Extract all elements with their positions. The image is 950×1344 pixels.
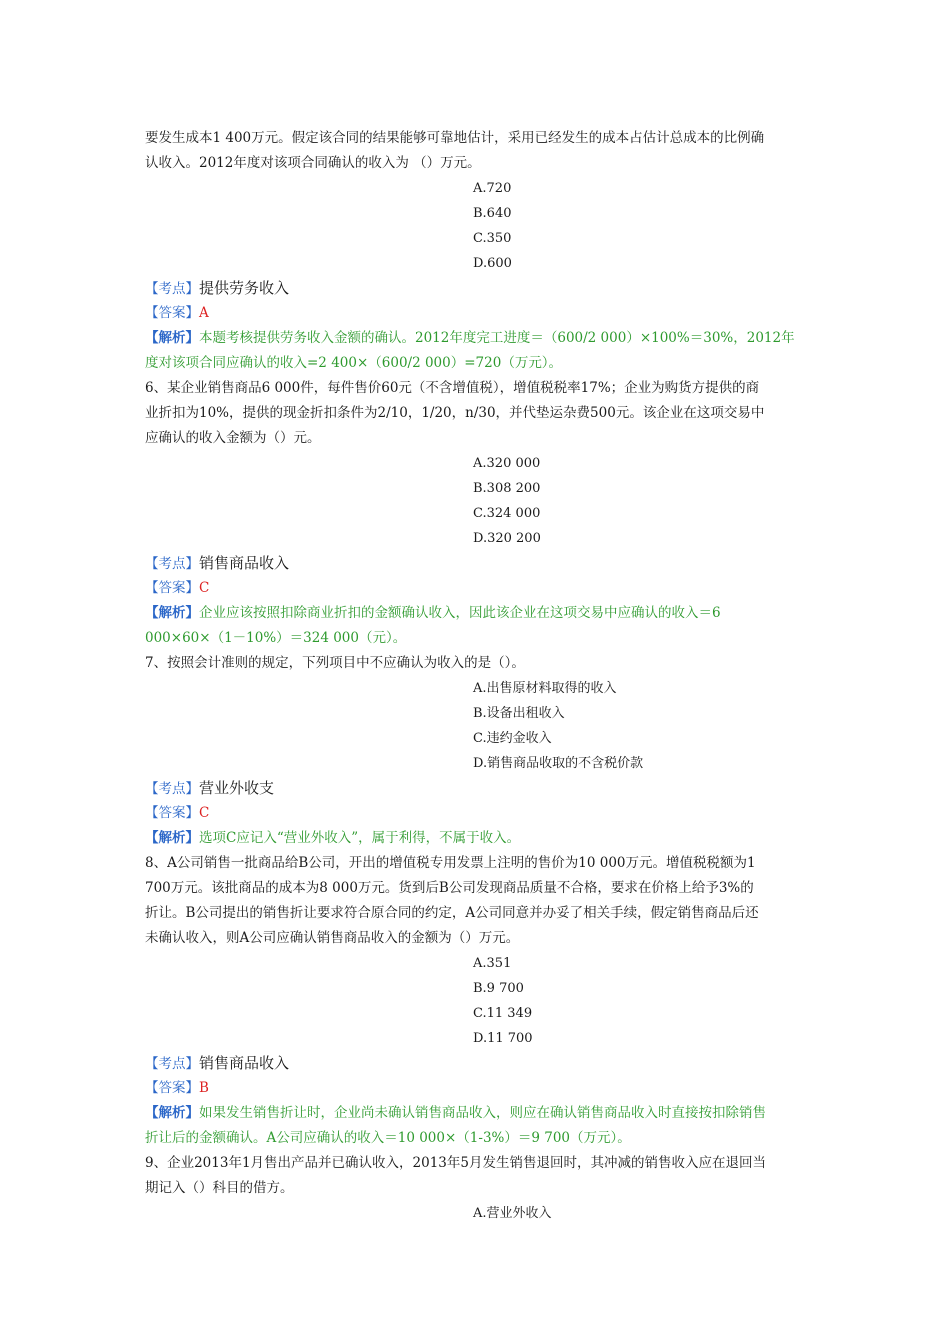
- question-text-line: 7、按照会计准则的规定，下列项目中不应确认为收入的是（）。: [145, 655, 525, 671]
- explanation-label: 【解析】: [145, 830, 199, 846]
- explanation-text: 选项C应记入“营业外收入”，属于利得，不属于收入。: [199, 830, 521, 846]
- explanation-text: 折让后的金额确认。A公司应确认的收入＝10 000×（1-3%）＝9 700（万元）。: [145, 1130, 631, 1146]
- explanation-label: 【解析】: [145, 1105, 199, 1121]
- answer-option: A.720: [473, 181, 512, 196]
- topic-value: 营业外收支: [199, 779, 275, 797]
- answer-value: B: [199, 1080, 209, 1096]
- topic-label: 【考点】: [145, 781, 199, 797]
- question-text-line: 9、企业2013年1月售出产品并已确认收入，2013年5月发生销售退回时，其冲减的销售收入应在退回当: [145, 1155, 766, 1171]
- answer-value: A: [199, 305, 209, 321]
- topic-row: [145, 1051, 810, 1076]
- question-text-line: 700万元。该批商品的成本为8 000万元。货到后B公司发现商品质量不合格，要求在价格上给予3%的: [145, 880, 754, 896]
- topic-value: 销售商品收入: [199, 1054, 290, 1072]
- explanation-line: [145, 1101, 810, 1126]
- explanation-line: [145, 1126, 810, 1151]
- answer-option: D.320 200: [473, 531, 541, 546]
- answer-option: A.320 000: [473, 456, 541, 471]
- topic-label: 【考点】: [145, 281, 199, 297]
- explanation-line: [145, 826, 810, 851]
- explanation-line: [145, 351, 810, 376]
- topic-row: [145, 776, 810, 801]
- question-text-line: 业折扣为10%，提供的现金折扣条件为2/10，1/20，n/30，并代垫运杂费500元。该企业在这项交易中: [145, 405, 765, 421]
- topic-value: 销售商品收入: [199, 554, 290, 572]
- question-text-line: 6、某企业销售商品6 000件，每件售价60元（不含增值税），增值税税率17%；企业为购货方提供的商: [145, 380, 760, 396]
- question-text-line: 未确认收入，则A公司应确认销售商品收入的金额为（）万元。: [145, 930, 520, 946]
- answer-option: B.设备出租收入: [473, 706, 565, 721]
- explanation-line: [145, 626, 810, 651]
- answer-option: B.640: [473, 206, 512, 221]
- explanation-text: 度对该项合同应确认的收入=2 400×（600/2 000）=720（万元）。: [145, 355, 563, 371]
- answer-label: 【答案】: [145, 305, 199, 321]
- explanation-text: 000×60×（1－10%）＝324 000（元）。: [145, 630, 407, 646]
- answer-label: 【答案】: [145, 1080, 199, 1096]
- topic-label: 【考点】: [145, 1056, 199, 1072]
- explanation-line: [145, 601, 810, 626]
- topic-label: 【考点】: [145, 556, 199, 572]
- question-text-line: 应确认的收入金额为（）元。: [145, 430, 321, 446]
- answer-row: [145, 1076, 810, 1101]
- question-text-line: 期记入（）科目的借方。: [145, 1180, 294, 1196]
- explanation-text: 如果发生销售折让时，企业尚未确认销售商品收入，则应在确认销售商品收入时直接按扣除销售: [199, 1105, 766, 1121]
- explanation-line: [145, 326, 810, 351]
- question-text-line: 折让。B公司提出的销售折让要求符合原合同的约定，A公司同意并办妥了相关手续，假定销售商品后还: [145, 905, 759, 921]
- answer-option: C.350: [473, 231, 512, 246]
- explanation-text: 企业应该按照扣除商业折扣的金额确认收入，因此该企业在这项交易中应确认的收入＝6: [199, 605, 721, 621]
- answer-option: D.11 700: [473, 1031, 533, 1046]
- explanation-text: 本题考核提供劳务收入金额的确认。2012年度完工进度＝（600/2 000）×100%＝30%，2012年: [199, 330, 795, 346]
- answer-row: [145, 576, 810, 601]
- answer-value: C: [199, 580, 210, 596]
- answer-row: [145, 801, 810, 826]
- explanation-label: 【解析】: [145, 330, 199, 346]
- question-text-line: 认收入。2012年度对该项合同确认的收入为 （）万元。: [145, 155, 481, 171]
- answer-option: B.9 700: [473, 981, 524, 996]
- answer-option: D.600: [473, 256, 512, 271]
- answer-option: A.出售原材料取得的收入: [473, 681, 617, 696]
- topic-row: [145, 276, 810, 301]
- question-text-line: 8、A公司销售一批商品给B公司，开出的增值税专用发票上注明的售价为10 000万元。增值税税额为1: [145, 855, 756, 871]
- answer-option: A.351: [473, 956, 512, 971]
- answer-option: B.308 200: [473, 481, 541, 496]
- answer-option: C.11 349: [473, 1006, 533, 1021]
- document-page: [145, 126, 810, 1226]
- answer-option: C.324 000: [473, 506, 541, 521]
- answer-row: [145, 301, 810, 326]
- topic-row: [145, 551, 810, 576]
- explanation-label: 【解析】: [145, 605, 199, 621]
- answer-label: 【答案】: [145, 805, 199, 821]
- answer-option: A.营业外收入: [473, 1206, 552, 1221]
- answer-value: C: [199, 805, 210, 821]
- answer-option: D.销售商品收取的不含税价款: [473, 756, 644, 771]
- question-text-line: 要发生成本1 400万元。假定该合同的结果能够可靠地估计，采用已经发生的成本占估计总成本的比例确: [145, 130, 765, 146]
- answer-label: 【答案】: [145, 580, 199, 596]
- topic-value: 提供劳务收入: [199, 279, 290, 297]
- answer-option: C.违约金收入: [473, 731, 552, 746]
